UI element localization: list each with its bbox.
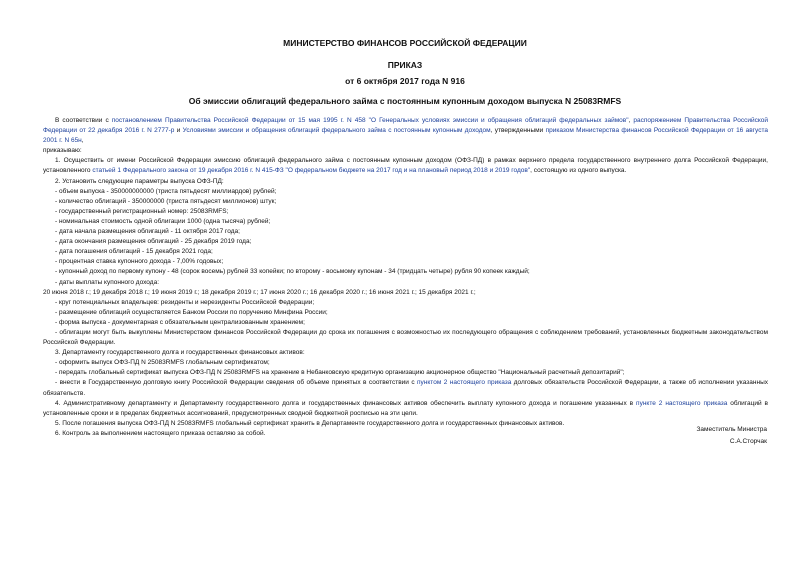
- item-1: [43, 156, 768, 176]
- param-issue-form: - форма выпуска - документарная с обязательным централизованным хранением;: [55, 318, 305, 326]
- document-body: [43, 116, 768, 439]
- item-3-custody: - передать глобальный сертификат выпуска ОФЗ-ПД N 25083RMFS на хранение в Небанковскую кредитную организацию акционерное общество "Национальный расчетный депозитарий";: [55, 369, 625, 377]
- order-word: приказываю:: [43, 147, 82, 155]
- param-buyback: - облигации могут быть выкуплены Министерством финансов Российской Федерации до срока их погашения с возможностью их последующего обращения с соблюдением требований, установленных бюджетным законодательством Российской Федерации.: [43, 328, 768, 347]
- preamble: [43, 116, 768, 146]
- order-2777-r-link[interactable]: распоряжением Правительства Российской Федерации от 22 декабря 2016 г. N 2777-р: [43, 117, 768, 135]
- param-nominal-value: - номинальная стоимость одной облигации 1000 (одна тысяча) рублей;: [55, 217, 271, 225]
- item-2-heading: 2. Установить следующие параметры выпуска ОФЗ-ПД:: [55, 177, 224, 185]
- preamble-text: и: [174, 127, 183, 135]
- document-type: ПРИКАЗ: [387, 60, 423, 70]
- param-placement-start: - дата начала размещения облигаций - 11 октября 2017 года;: [55, 228, 240, 236]
- ministry-heading: МИНИСТЕРСТВО ФИНАНСОВ РОССИЙСКОЙ ФЕДЕРАЦИИ: [283, 38, 527, 48]
- item-4: [43, 399, 768, 419]
- param-placement-end: - дата окончания размещения облигаций - 25 декабря 2019 года;: [55, 238, 252, 246]
- item-2-reference-link[interactable]: пункте 2 настоящего приказа: [636, 399, 728, 407]
- preamble-text: В соответствии с: [55, 117, 112, 124]
- item-4-text: облигаций в установленные сроки и в пределах бюджетных ассигнований, предусмотренных сводной бюджетной росписью на эти цели.: [43, 399, 768, 417]
- signatory-position: Заместитель Министра: [696, 426, 767, 433]
- signature-block: [697, 424, 768, 448]
- federal-law-415-fz-link[interactable]: статьей 1 Федерального закона от 19 декабря 2016 г. N 415-ФЗ "О федеральном бюджете на 2017 год и на плановый период 2018 и 2019 годов": [92, 167, 531, 175]
- item-3-text: долговых обязательств Российской Федерации, а также об исполнении указанных обязательств.: [43, 379, 768, 397]
- document-title: Об эмиссии облигаций федерального займа с постоянным купонным доходом выпуска N 25083RMFS: [188, 96, 622, 106]
- param-quantity: - количество облигаций - 350000000 (триста пятьдесят миллионов) штук;: [55, 197, 277, 205]
- param-registration-number: - государственный регистрационный номер: 25083RMFS;: [55, 207, 229, 215]
- item-1-text: 1. Осуществить от имени Российской Федерации эмиссию облигаций федерального займа с постоянным купонным доходом (ОФЗ-ПД) в рамках верхнего предела государственного внутреннего долга Российской Федерации, установленного: [43, 157, 768, 175]
- param-maturity-date: - дата погашения облигаций - 15 декабря 2021 года;: [55, 248, 213, 256]
- item-6: 6. Контроль за выполнением настоящего приказа оставляю за собой.: [55, 429, 266, 437]
- item-4-text: 4. Административному департаменту и Департаменту государственного долга и государственных финансовых активов обеспечить выплату купонного дохода и погашение указанных в: [55, 399, 637, 407]
- order-65n-link[interactable]: приказом Министерства финансов Российской Федерации от 16 августа 2001 г. N 65н: [43, 127, 768, 145]
- item-2-reference-link[interactable]: пунктом 2 настоящего приказа: [417, 379, 512, 387]
- preamble-text: ,: [81, 137, 84, 145]
- preamble-text: ,: [628, 117, 634, 124]
- resolution-458-link[interactable]: постановлением Правительства Российской Федерации от 15 мая 1995 г. N 458 "О Генеральных условиях эмиссии и обращения облигаций федеральных займов": [111, 117, 629, 124]
- param-holders: - круг потенциальных владельцев: резиденты и нерезиденты Российской Федерации;: [55, 298, 315, 306]
- param-coupon-dates-label: - даты выплаты купонного дохода:: [55, 278, 159, 286]
- param-coupon-dates: 20 июня 2018 г.; 19 декабря 2018 г.; 19 июня 2019 г.; 18 декабря 2019 г.; 17 июня 2020 г.; 16 декабря 2020 г.; 16 июня 2021 г.; 15 декабря 2021 г.;: [43, 288, 476, 296]
- item-5: 5. После погашения выпуска ОФЗ-ПД N 25083RMFS глобальный сертификат хранить в Департаменте государственного долга и государственных финансовых активов.: [55, 419, 565, 427]
- document-date: от 6 октября 2017 года N 916: [345, 76, 465, 86]
- param-placement-agent: - размещение облигаций осуществляется Банком России по поручению Минфина России;: [55, 308, 328, 316]
- signatory-name: С.А.Сторчак: [729, 438, 767, 445]
- item-3-certificate: - оформить выпуск ОФЗ-ПД N 25083RMFS глобальным сертификатом;: [55, 359, 270, 367]
- emission-conditions-link[interactable]: Условиями эмиссии и обращения облигаций федерального займа с постоянным купонным доходом: [182, 127, 491, 135]
- item-3-debt-book: [43, 378, 768, 398]
- item-3-heading: 3. Департаменту государственного долга и государственных финансовых активов:: [55, 349, 305, 357]
- preamble-text: , утвержденными: [490, 127, 546, 135]
- param-coupon-rate: - процентная ставка купонного дохода - 7,00% годовых;: [55, 258, 224, 266]
- item-1-text: , состоящую из одного выпуска.: [530, 167, 627, 175]
- param-volume: - объем выпуска - 350000000000 (триста пятьдесят миллиардов) рублей;: [55, 187, 277, 195]
- item-3-text: - внести в Государственную долговую книгу Российской Федерации сведения об объеме принятых в соответствии с: [55, 379, 418, 387]
- param-coupon-amounts: - купонный доход по первому купону - 48 (сорок восемь) рублей 33 копейки; по второму - восьмому купонам - 34 (тридцать четыре) рубля 90 копеек каждый;: [55, 268, 530, 276]
